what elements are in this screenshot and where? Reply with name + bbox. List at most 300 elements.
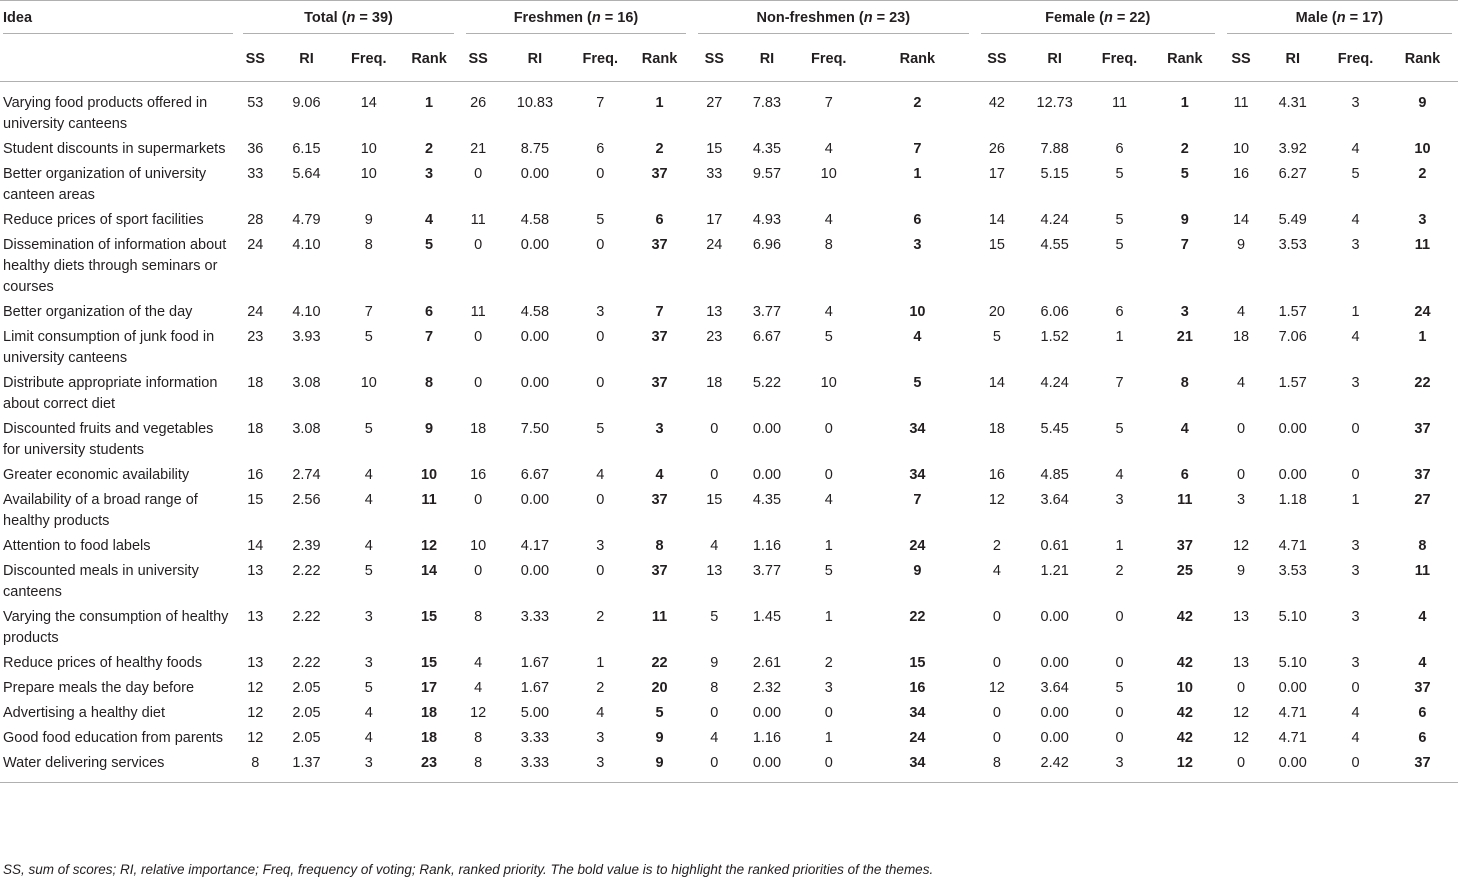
value-cell: 3: [824, 680, 833, 696]
idea-cell: Reduce prices of sport facilities: [3, 212, 204, 228]
rank-cell: 37: [1414, 467, 1431, 483]
value-cell: 12: [470, 705, 487, 721]
value-cell: 0: [596, 563, 605, 579]
value-cell: 9.06: [292, 95, 321, 111]
value-cell: 14: [1232, 212, 1250, 228]
idea-cell: Availability of a broad range of healthy products: [3, 492, 198, 529]
value-cell: 4.24: [1040, 212, 1069, 228]
value-cell: 4: [364, 705, 373, 721]
value-cell: 0.00: [520, 237, 550, 253]
subheader-cell: RI: [274, 37, 340, 82]
value-cell: 33: [706, 166, 723, 182]
rank-cell: 7: [913, 492, 922, 508]
value-cell: 0: [474, 492, 483, 508]
value-cell: 3.33: [496, 749, 573, 783]
rank-cell: 1: [1418, 329, 1427, 345]
value-cell: 3: [1351, 563, 1360, 579]
value-cell: 4.71: [1278, 730, 1307, 746]
rank-cell: 15: [420, 609, 438, 625]
group-header: [1221, 0, 1458, 37]
rank-cell: 3: [1180, 304, 1189, 320]
value-cell: 0: [1237, 467, 1246, 483]
value-cell: 0.00: [1278, 421, 1307, 437]
value-cell: 3.33: [520, 609, 550, 625]
rank-cell: 8: [1418, 538, 1427, 554]
value-cell: 13: [706, 304, 723, 320]
subheader-cell: SS: [1221, 37, 1262, 82]
value-cell: 4: [1351, 329, 1360, 345]
value-cell: 3: [596, 730, 605, 746]
subheader-cell: Freq.: [573, 37, 627, 82]
group-header-label: Male (n = 17): [1227, 5, 1452, 34]
rank-cell: 37: [1414, 421, 1431, 437]
value-cell: 4.35: [752, 492, 782, 508]
rank-cell: 10: [1176, 680, 1193, 696]
value-cell: 14: [360, 95, 377, 111]
value-cell: 0: [1351, 467, 1360, 483]
rank-cell: 11: [651, 609, 668, 625]
value-cell: 4: [596, 705, 605, 721]
value-cell: 4.71: [1278, 705, 1307, 721]
value-cell: 7: [364, 304, 373, 320]
value-cell: 5: [824, 329, 833, 345]
value-cell: 1: [1115, 329, 1124, 345]
subheader-cell: SS: [237, 37, 273, 82]
value-cell: 0: [992, 730, 1001, 746]
value-cell: 11: [470, 212, 486, 228]
subheader-cell: RI: [1261, 37, 1324, 82]
value-cell: 24: [247, 304, 264, 320]
idea-cell: Water delivering services: [0, 749, 237, 783]
rank-cell: 42: [1176, 655, 1193, 671]
group-header-label: Total (n = 39): [243, 5, 454, 34]
value-cell: 0.00: [737, 749, 798, 783]
value-cell: 0: [992, 609, 1001, 625]
value-cell: 2.05: [292, 705, 321, 721]
value-cell: 7.88: [1040, 141, 1069, 157]
value-cell: 18: [988, 421, 1005, 437]
table-row: [0, 699, 1458, 724]
value-cell: 3: [596, 538, 605, 554]
rank-cell: 37: [651, 375, 668, 391]
rank-cell: 6: [1180, 467, 1189, 483]
value-cell: 0.00: [752, 467, 782, 483]
value-cell: 10.83: [516, 95, 554, 111]
value-cell: 4: [364, 538, 373, 554]
rank-cell: 22: [909, 609, 926, 625]
value-cell: 4: [824, 304, 833, 320]
column-header-idea: [0, 0, 237, 37]
rank-cell: 9: [627, 749, 692, 783]
table-row: [0, 206, 1458, 231]
value-cell: 6: [1115, 141, 1124, 157]
value-cell: 16: [1232, 166, 1250, 182]
rank-cell: 6: [1418, 730, 1427, 746]
value-cell: 10: [360, 166, 377, 182]
group-header-label: Freshmen (n = 16): [466, 5, 686, 34]
value-cell: 42: [988, 95, 1005, 111]
rank-cell: 11: [1414, 563, 1431, 579]
value-cell: 20: [988, 304, 1005, 320]
idea-cell: Discounted fruits and vegetables for university students: [3, 421, 214, 458]
value-cell: 2.05: [292, 730, 321, 746]
value-cell: 4.79: [292, 212, 321, 228]
value-cell: 4: [1351, 141, 1360, 157]
value-cell: 6.67: [520, 467, 550, 483]
rank-cell: 2: [425, 141, 434, 157]
rank-cell: 1: [913, 166, 922, 182]
table-row: [0, 649, 1458, 674]
value-cell: 10: [1232, 141, 1250, 157]
rank-cell: 22: [1414, 375, 1431, 391]
value-cell: 1: [824, 609, 833, 625]
rank-cell: 42: [1176, 730, 1193, 746]
rank-cell: 34: [909, 421, 926, 437]
value-cell: 2: [1115, 563, 1124, 579]
value-cell: 15: [706, 141, 723, 157]
value-cell: 4: [1351, 212, 1360, 228]
value-cell: 26: [470, 95, 487, 111]
rank-cell: 4: [425, 212, 434, 228]
rank-cell: 8: [1180, 375, 1189, 391]
value-cell: 18: [706, 375, 723, 391]
subheader-cell: RI: [496, 37, 573, 82]
rank-cell: 37: [651, 329, 668, 345]
value-cell: 28: [247, 212, 264, 228]
value-cell: 4: [710, 538, 719, 554]
rank-cell: 25: [1176, 563, 1193, 579]
table-row: [0, 532, 1458, 557]
value-cell: 12.73: [1036, 95, 1073, 111]
table-row: [0, 298, 1458, 323]
value-cell: 7: [1115, 375, 1124, 391]
value-cell: 8: [460, 749, 496, 783]
value-cell: 0: [710, 421, 719, 437]
value-cell: 2: [596, 680, 605, 696]
value-cell: 10: [360, 375, 377, 391]
rank-cell: 10: [909, 304, 926, 320]
value-cell: 6.96: [752, 237, 782, 253]
value-cell: 0: [1115, 609, 1124, 625]
value-cell: 5: [364, 329, 373, 345]
subheader-cell: Rank: [860, 37, 974, 82]
value-cell: 0: [1237, 421, 1246, 437]
subheader-cell: RI: [737, 37, 798, 82]
value-cell: 0.00: [752, 705, 782, 721]
value-cell: 12: [1232, 730, 1250, 746]
rank-cell: 7: [655, 304, 664, 320]
value-cell: 0: [824, 705, 833, 721]
value-cell: 3: [573, 749, 627, 783]
rank-cell: 34: [909, 467, 926, 483]
value-cell: 2: [596, 609, 605, 625]
value-cell: 5: [1115, 212, 1124, 228]
value-cell: 8: [237, 749, 273, 783]
value-cell: 4.93: [752, 212, 782, 228]
rank-cell: 23: [398, 749, 460, 783]
value-cell: 0: [992, 655, 1001, 671]
value-cell: 3: [1351, 375, 1360, 391]
value-cell: 16: [247, 467, 264, 483]
value-cell: 18: [1232, 329, 1250, 345]
value-cell: 4.10: [292, 304, 321, 320]
rank-cell: 37: [1176, 538, 1193, 554]
value-cell: 3.08: [292, 421, 321, 437]
value-cell: 9: [1237, 563, 1246, 579]
value-cell: 1.18: [1278, 492, 1307, 508]
group-header: [692, 0, 975, 37]
rank-cell: 9: [1418, 95, 1427, 111]
value-cell: 4: [1237, 304, 1246, 320]
rank-cell: 11: [1177, 492, 1193, 508]
rank-cell: 10: [1414, 141, 1431, 157]
value-cell: 33: [247, 166, 264, 182]
value-cell: 53: [247, 95, 264, 111]
rank-cell: 9: [1180, 212, 1189, 228]
value-cell: 5: [364, 680, 373, 696]
value-cell: 18: [247, 421, 264, 437]
value-cell: 3: [364, 609, 373, 625]
value-cell: 2.39: [292, 538, 321, 554]
table-row: [0, 603, 1458, 649]
group-header: [460, 0, 692, 37]
value-cell: 24: [706, 237, 723, 253]
value-cell: 5: [1351, 166, 1360, 182]
table-row: [0, 82, 1458, 135]
value-cell: 1.37: [274, 749, 340, 783]
subheader-cell: Rank: [627, 37, 692, 82]
rank-cell: 37: [651, 166, 668, 182]
value-cell: 3.53: [1278, 563, 1307, 579]
value-cell: 2.05: [292, 680, 321, 696]
rank-cell: 5: [913, 375, 922, 391]
value-cell: 5: [992, 329, 1001, 345]
value-cell: 3: [1351, 609, 1360, 625]
idea-cell: Advertising a healthy diet: [3, 705, 166, 721]
value-cell: 1.67: [520, 680, 550, 696]
value-cell: 3.08: [292, 375, 321, 391]
value-cell: 0: [692, 749, 737, 783]
value-cell: 7.83: [752, 95, 782, 111]
rank-cell: 42: [1176, 609, 1193, 625]
value-cell: 2: [824, 655, 833, 671]
value-cell: 0: [474, 166, 483, 182]
value-cell: 0: [1115, 705, 1124, 721]
value-cell: 12: [247, 730, 264, 746]
value-cell: 5.64: [292, 166, 321, 182]
idea-cell: Dissemination of information about healthy diets through seminars or courses: [3, 237, 227, 295]
value-cell: 13: [1232, 655, 1250, 671]
value-cell: 0.00: [1278, 467, 1307, 483]
idea-cell: Student discounts in supermarkets: [3, 141, 226, 157]
subheader-cell: Freq.: [797, 37, 860, 82]
value-cell: 5: [824, 563, 833, 579]
value-cell: 0: [710, 705, 719, 721]
rank-cell: 37: [1387, 749, 1458, 783]
rank-cell: 4: [1418, 655, 1427, 671]
value-cell: 3: [1115, 492, 1124, 508]
rank-cell: 7: [1180, 237, 1189, 253]
table-row: [0, 160, 1458, 206]
value-cell: 1.21: [1040, 563, 1069, 579]
idea-cell: Prepare meals the day before: [3, 680, 195, 696]
value-cell: 4.24: [1040, 375, 1069, 391]
value-cell: 0: [474, 329, 483, 345]
value-cell: 5: [1115, 166, 1124, 182]
idea-cell: Discounted meals in university canteens: [3, 563, 199, 600]
value-cell: 4: [364, 730, 373, 746]
value-cell: 0.00: [1261, 749, 1324, 783]
rank-cell: 1: [655, 95, 664, 111]
value-cell: 2.22: [292, 609, 321, 625]
value-cell: 1: [1351, 304, 1360, 320]
value-cell: 3.77: [752, 304, 782, 320]
value-cell: 12: [1232, 705, 1250, 721]
rank-cell: 6: [425, 304, 434, 320]
value-cell: 1.52: [1040, 329, 1069, 345]
idea-cell: Greater economic availability: [3, 467, 190, 483]
table-row: [0, 674, 1458, 699]
rank-cell: 27: [1414, 492, 1431, 508]
value-cell: 4.55: [1040, 237, 1069, 253]
rank-cell: 22: [651, 655, 668, 671]
value-cell: 4: [596, 467, 605, 483]
value-cell: 0.00: [1040, 705, 1069, 721]
value-cell: 4: [364, 467, 373, 483]
value-cell: 2.22: [292, 655, 321, 671]
subheader-cell: Rank: [398, 37, 460, 82]
value-cell: 0: [1237, 680, 1246, 696]
group-header: [975, 0, 1221, 37]
rank-cell: 2: [1180, 141, 1189, 157]
value-cell: 4.17: [520, 538, 550, 554]
group-header-row: [0, 0, 1458, 37]
rank-cell: 4: [1418, 609, 1427, 625]
rank-cell: 3: [425, 166, 434, 182]
rank-cell: 11: [1414, 237, 1431, 253]
value-cell: 0.00: [1278, 680, 1307, 696]
value-cell: 9: [710, 655, 719, 671]
value-cell: 4: [364, 492, 373, 508]
value-cell: 5: [1115, 680, 1124, 696]
rank-cell: 5: [655, 705, 664, 721]
value-cell: 12: [1232, 538, 1250, 554]
subheader-cell: SS: [975, 37, 1020, 82]
idea-cell: Varying food products offered in university canteens: [3, 95, 208, 132]
value-cell: 10: [820, 375, 837, 391]
table-footnote: SS, sum of scores; RI, relative importance; Freq, frequency of voting; Rank, ranked priority. The bold value is to highlight the ranked priorities of the themes.: [3, 862, 934, 877]
idea-cell: Better organization of the day: [3, 304, 193, 320]
value-cell: 5.49: [1278, 212, 1307, 228]
value-cell: 0.00: [520, 329, 550, 345]
subheader-blank: [0, 37, 237, 82]
subheader-cell: Rank: [1149, 37, 1221, 82]
value-cell: 9: [364, 212, 373, 228]
value-cell: 4.35: [752, 141, 782, 157]
rank-cell: 11: [421, 492, 437, 508]
rank-cell: 15: [420, 655, 438, 671]
value-cell: 7.06: [1278, 329, 1307, 345]
rank-cell: 24: [1414, 304, 1431, 320]
table-row: [0, 231, 1458, 298]
table-body: [0, 82, 1458, 783]
value-cell: 14: [988, 212, 1005, 228]
value-cell: 17: [706, 212, 723, 228]
value-cell: 9: [1237, 237, 1246, 253]
value-cell: 4: [1237, 375, 1246, 391]
rank-cell: 12: [1149, 749, 1221, 783]
rank-cell: 37: [651, 563, 668, 579]
value-cell: 6.67: [752, 329, 782, 345]
value-cell: 23: [706, 329, 723, 345]
value-cell: 1.16: [752, 730, 782, 746]
value-cell: 0: [596, 166, 605, 182]
value-cell: 12: [988, 492, 1005, 508]
value-cell: 4.31: [1278, 95, 1307, 111]
value-cell: 0: [1324, 749, 1387, 783]
value-cell: 4: [1115, 467, 1124, 483]
idea-cell: Attention to food labels: [3, 538, 151, 554]
value-cell: 3: [364, 655, 373, 671]
value-cell: 1: [824, 538, 833, 554]
value-cell: 3: [1237, 492, 1246, 508]
value-cell: 3.64: [1040, 680, 1069, 696]
rank-cell: 34: [860, 749, 974, 783]
table-row: [0, 557, 1458, 603]
value-cell: 1.45: [752, 609, 782, 625]
rank-cell: 2: [913, 95, 922, 111]
subheader-cell: Freq.: [339, 37, 398, 82]
rank-cell: 34: [909, 705, 926, 721]
value-cell: 27: [706, 95, 723, 111]
value-cell: 5.10: [1278, 655, 1307, 671]
value-cell: 13: [247, 609, 264, 625]
value-cell: 6: [1115, 304, 1124, 320]
rank-cell: 2: [1418, 166, 1427, 182]
idea-cell: Distribute appropriate information about correct diet: [3, 375, 218, 412]
value-cell: 1.57: [1278, 375, 1307, 391]
value-cell: 12: [988, 680, 1005, 696]
value-cell: 13: [247, 655, 264, 671]
value-cell: 0: [596, 237, 605, 253]
value-cell: 4: [474, 655, 483, 671]
idea-cell: Good food education from parents: [3, 730, 224, 746]
value-cell: 0.00: [1040, 730, 1069, 746]
rank-cell: 10: [420, 467, 438, 483]
value-cell: 15: [706, 492, 723, 508]
value-cell: 0.00: [520, 166, 550, 182]
rank-cell: 4: [655, 467, 664, 483]
rank-cell: 37: [651, 492, 668, 508]
value-cell: 3: [339, 749, 398, 783]
rank-cell: 1: [1180, 95, 1189, 111]
rank-cell: 9: [655, 730, 664, 746]
idea-cell: Varying the consumption of healthy products: [3, 609, 229, 646]
group-header: [237, 0, 460, 37]
value-cell: 5: [364, 421, 373, 437]
value-cell: 0: [474, 237, 483, 253]
value-cell: 5: [364, 563, 373, 579]
value-cell: 5.00: [520, 705, 550, 721]
subheader-cell: Freq.: [1324, 37, 1387, 82]
value-cell: 5.15: [1040, 166, 1069, 182]
value-cell: 0.00: [1040, 655, 1069, 671]
value-cell: 0: [474, 375, 483, 391]
value-cell: 2.74: [292, 467, 321, 483]
value-cell: 14: [988, 375, 1005, 391]
table-row: [0, 749, 1458, 783]
value-cell: 0: [824, 421, 833, 437]
